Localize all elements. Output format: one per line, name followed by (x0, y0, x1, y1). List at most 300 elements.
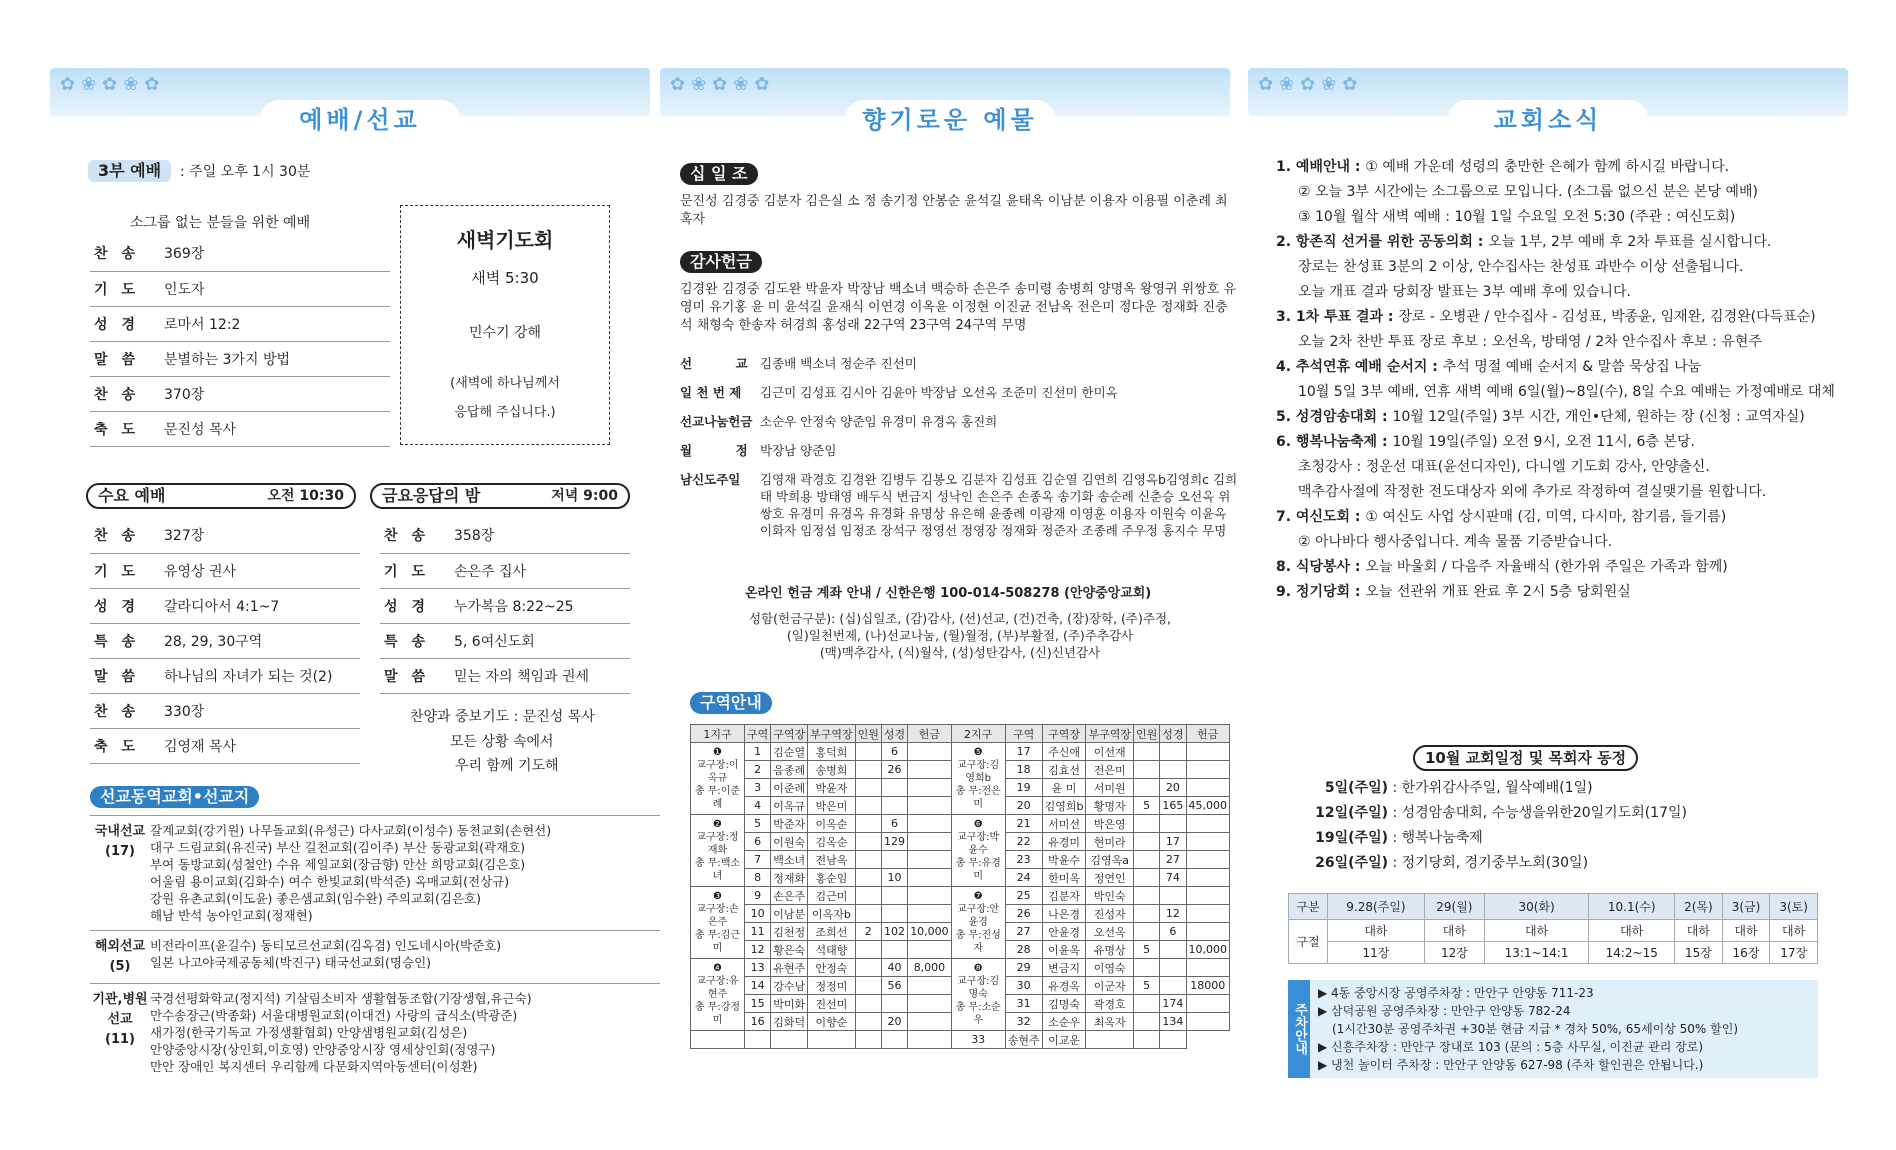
order-key: 특송 (380, 623, 450, 658)
order-key: 축도 (90, 411, 160, 446)
news-item (1276, 305, 1846, 330)
parking-list (1318, 984, 1738, 1074)
district-cell: 18000 (1186, 977, 1230, 995)
district-cell: 27 (1005, 923, 1042, 941)
news-text: ③ 10월 월삭 새벽 예배 : 10월 1일 수요일 오전 5:30 (주관 : 여신도회) (1298, 209, 1736, 225)
order-value: 369장 (160, 236, 390, 271)
district-cell (908, 887, 952, 905)
district-cell: 이향순 (808, 1013, 856, 1031)
news-text: ② 오늘 3부 시간에는 소그룹으로 모입니다. (소그룹 없으신 분은 본당 예배) (1298, 184, 1759, 200)
schedule-item (1308, 776, 1808, 801)
sunday-order-table (90, 236, 390, 447)
district-cell (855, 1031, 881, 1049)
worship-mission-column (50, 0, 650, 1150)
news-text: 맥추감사절에 작정한 전도대상자 외에 추가로 작정하여 결실맺기를 원합니다. (1298, 484, 1767, 500)
district-cell: 5 (744, 815, 770, 833)
schedule-title: 10월 교회일정 및 목회자 동정 (1413, 745, 1638, 771)
district-cell (908, 761, 952, 779)
district-cell (1160, 941, 1186, 959)
district-header: 부구역장 (808, 725, 856, 743)
district-cell (1186, 743, 1230, 761)
district-cell: 12 (1160, 905, 1186, 923)
district-group-cell (951, 887, 1005, 959)
district-cell: 안정숙 (808, 959, 856, 977)
district-group-line: 교구장:유현주 (696, 976, 739, 1000)
calendar-cell: 대하 (1675, 920, 1723, 942)
district-cell (908, 941, 952, 959)
district-cell: 14 (744, 977, 770, 995)
calendar-row (1289, 942, 1818, 964)
district-cell: 17 (1005, 743, 1042, 761)
district-cell (1160, 761, 1186, 779)
order-row (90, 623, 360, 658)
parking-item: ▶ 냉천 놀이터 주차장 : 만안구 안양동 627-98 (주차 할인권은 안됩니다.) (1318, 1058, 1704, 1072)
order-value: 믿는 자의 책임과 권세 (450, 658, 630, 693)
parking-item: ▶ 4동 중앙시장 공영주차장 : 만안구 안양동 711-23 (1318, 986, 1594, 1000)
district-cell: 김영옥a (1086, 851, 1134, 869)
dawn-prayer-box (400, 205, 610, 445)
offering-key: 선 교 (680, 356, 748, 371)
district-cell: 45,000 (1186, 797, 1230, 815)
schedule-item (1308, 851, 1808, 876)
order-row (90, 658, 360, 693)
tithe-label: 십 일 조 (680, 163, 758, 185)
district-cell: 40 (881, 959, 907, 977)
district-cell: 74 (1160, 869, 1186, 887)
order-row (380, 518, 630, 553)
dawn-title: 새벽기도회 (456, 228, 554, 252)
district-cell: 10 (744, 905, 770, 923)
district-cell: 16 (744, 1013, 770, 1031)
district-cell (744, 1031, 770, 1049)
dawn-note: 응답해 주십니다.) (454, 405, 556, 420)
district-cell (881, 797, 907, 815)
district-group-line: 총 무:김근미 (694, 930, 741, 954)
order-value: 로마서 12:2 (160, 306, 390, 341)
calendar-head: 3(토) (1770, 894, 1818, 920)
order-row (380, 553, 630, 588)
section-title: 향기로운 예물 (845, 100, 1055, 138)
district-cell: 56 (881, 977, 907, 995)
district-cell (855, 815, 881, 833)
schedule-item (1308, 826, 1808, 851)
news-item (1276, 255, 1846, 280)
district-cell: 조희선 (808, 923, 856, 941)
district-cell: 주신애 (1042, 743, 1086, 761)
district-group-cell (951, 743, 1005, 815)
district-cell: 박은미 (808, 797, 856, 815)
news-head: 9. 정기당회 : (1276, 584, 1366, 600)
offering-code-line: (일)일천번제, (나)선교나눔, (월)월정, (부)부활절, (주)주추감사 (786, 628, 1134, 643)
district-cell (771, 1031, 808, 1049)
district-cell: 이옥규 (771, 797, 808, 815)
order-row (380, 658, 630, 693)
calendar-head: 9.28(주일) (1327, 894, 1424, 920)
order-key: 찬송 (90, 376, 160, 411)
mission-line: 일본 나고야국제공동체(박진구) 태국선교회(명승인) (150, 955, 432, 970)
news-text: 오늘 1부, 2부 예배 후 2차 투표를 실시합니다. (1488, 234, 1772, 250)
district-cell (1133, 923, 1159, 941)
offering-code-line: (맥)맥추감사, (식)월삭, (성)성탄감사, (신)신년감사 (819, 645, 1101, 660)
district-cell: 6 (1160, 923, 1186, 941)
calendar-head: 구분 (1289, 894, 1328, 920)
district-cell: 129 (881, 833, 907, 851)
offering-row (680, 384, 1240, 401)
order-row (90, 518, 360, 553)
offering-key: 남신도주일 (680, 472, 741, 487)
district-cell: 22 (1005, 833, 1042, 851)
district-cell (1186, 851, 1230, 869)
district-cell: 박윤수 (1042, 851, 1086, 869)
offering-key: 선교나눔헌금 (680, 414, 753, 429)
district-cell: 8 (744, 869, 770, 887)
mission-line: 해남 반석 농아인교회(정재현) (150, 908, 313, 923)
mission-group-head (90, 937, 150, 977)
parking-item: ▶ 신흥주차장 : 만안구 장내로 103 (문의 : 5층 사무실, 이진균 관리 장로) (1318, 1040, 1704, 1054)
calendar-cell: 15장 (1675, 942, 1723, 964)
district-cell (908, 833, 952, 851)
calendar-cell: 구절 (1289, 920, 1328, 964)
district-cell (881, 851, 907, 869)
district-header: 헌금 (1186, 725, 1230, 743)
district-group-line: 총 무:백소녀 (694, 858, 741, 882)
district-cell: 서미선 (1042, 815, 1086, 833)
district-cell: 이옥순 (808, 815, 856, 833)
district-cell (1186, 887, 1230, 905)
district-cell (855, 761, 881, 779)
news-text: ① 여신도 사업 상시판매 (김, 미역, 다시마, 참기름, 들기름) (1365, 509, 1727, 525)
offering-row (680, 471, 1240, 539)
schedule-date: 5일(주일) (1324, 780, 1388, 796)
order-key: 찬송 (90, 236, 160, 271)
order-key: 성경 (90, 588, 160, 623)
order-value: 누가복음 8:22~25 (450, 588, 630, 623)
order-value: 인도자 (160, 271, 390, 306)
district-group-line: 총 무:진성자 (955, 930, 1001, 954)
fri-label-text: 금요응답의 밤 (382, 486, 481, 505)
district-cell: 6 (744, 833, 770, 851)
table-row (691, 959, 1230, 977)
schedule-text: 정기당회, 경기중부노회(30일) (1401, 855, 1589, 871)
district-cell: 10 (881, 869, 907, 887)
district-cell: 소순우 (1042, 1013, 1086, 1031)
district-group-line: 교구장:정재화 (696, 832, 739, 856)
district-cell (855, 833, 881, 851)
parking-item: (1시간30분 공영주차권 +30분 현금 지급 * 경차 50%, 65세이상 50% 할인) (1332, 1022, 1739, 1036)
district-cell (1186, 959, 1230, 977)
district-cell: 이남분 (771, 905, 808, 923)
news-item (1276, 580, 1846, 605)
district-cell: 윤 미 (1042, 779, 1086, 797)
district-cell: 이군자 (1086, 977, 1134, 995)
district-group-line: 교구장:이옥규 (696, 760, 739, 784)
district-group-cell (951, 815, 1005, 887)
district-cell (881, 779, 907, 797)
district-group-cell (691, 815, 745, 887)
district-cell: 11 (744, 923, 770, 941)
district-header: 부구역장 (1086, 725, 1134, 743)
district-header: 구역장 (771, 725, 808, 743)
order-key: 성경 (90, 306, 160, 341)
mission-group-head-line: 해외선교 (94, 939, 146, 954)
district-cell (1186, 995, 1230, 1013)
schedule-date: 19일(주일) (1315, 830, 1388, 846)
news-item (1276, 330, 1846, 355)
district-group-line: 총 무:유경미 (955, 858, 1001, 882)
order-row (90, 236, 390, 271)
news-item (1276, 555, 1846, 580)
district-cell: 4 (744, 797, 770, 815)
order-key: 기도 (90, 271, 160, 306)
district-cell: 26 (1005, 905, 1042, 923)
table-row (691, 1031, 1230, 1049)
order-key: 특송 (90, 623, 160, 658)
district-cell: 유경미 (1042, 833, 1086, 851)
schedule-sep: : (1388, 830, 1402, 846)
offering-row (680, 355, 1240, 372)
district-cell (1186, 815, 1230, 833)
table-row (691, 743, 1230, 761)
order-key: 기도 (90, 553, 160, 588)
mission-group-head-line: 국내선교 (94, 824, 146, 839)
calendar-cell: 대하 (1770, 920, 1818, 942)
order-value: 유영상 권사 (160, 553, 360, 588)
district-cell: 7 (744, 851, 770, 869)
district-cell: 김효선 (1042, 761, 1086, 779)
district-cell: 유현주 (771, 959, 808, 977)
order-value: 358장 (450, 518, 630, 553)
district-group-line: 교구장:김명숙 (957, 976, 1000, 1000)
district-group-line: 교구장:박윤수 (957, 832, 1000, 856)
district-cell: 174 (1160, 995, 1186, 1013)
district-group-line: ❽ (973, 963, 983, 974)
news-item (1276, 380, 1846, 405)
mission-line: 만안 장애인 복지센터 우리함께 다문화지역아동센터(이성환) (150, 1059, 478, 1074)
news-item (1276, 205, 1846, 230)
offering-key: 일 천 번 제 (680, 385, 742, 400)
news-text: ② 아나바다 행사중입니다. 계속 물품 기증받습니다. (1298, 534, 1613, 550)
district-cell: 20 (1005, 797, 1042, 815)
district-cell: 황은숙 (771, 941, 808, 959)
district-cell: 1 (744, 743, 770, 761)
district-cell: 17 (1160, 833, 1186, 851)
news-text: 장로 - 오병관 / 안수집사 - 김성표, 박종윤, 임재완, 김경완(다득표순) (1398, 309, 1816, 325)
order-value: 370장 (160, 376, 390, 411)
district-cell (881, 995, 907, 1013)
calendar-head: 29(월) (1424, 894, 1484, 920)
district-cell (881, 941, 907, 959)
district-cell: 곽경호 (1086, 995, 1134, 1013)
calendar-cell: 12장 (1424, 942, 1484, 964)
district-cell: 박윤자 (808, 779, 856, 797)
district-cell (855, 995, 881, 1013)
news-head: 6. 행복나눔축제 : (1276, 434, 1393, 450)
district-group-line: ❶ (713, 747, 722, 758)
offering-codes (680, 610, 1240, 661)
district-group-cell (908, 1031, 952, 1049)
district-group-line: 교구장:안윤경 (957, 904, 1000, 928)
order-value: 분별하는 3가지 방법 (160, 341, 390, 376)
district-cell (855, 977, 881, 995)
district-cell (908, 905, 952, 923)
order-row (380, 623, 630, 658)
district-cell: 홍순임 (808, 869, 856, 887)
district-cell: 오선옥 (1086, 923, 1134, 941)
offering-rows (680, 355, 1240, 551)
district-cell: 26 (881, 761, 907, 779)
news-text: 오늘 2차 찬반 투표 장로 후보 : 오선옥, 방태영 / 2차 안수집사 후보 : 유현주 (1298, 334, 1762, 350)
mission-group-head-line: 기관,병원 (92, 992, 148, 1007)
news-item (1276, 405, 1846, 430)
district-cell: 유명상 (1086, 941, 1134, 959)
district-cell (881, 887, 907, 905)
district-cell: 서미원 (1086, 779, 1134, 797)
offering-names: 소순우 안정숙 양준임 유경미 유경옥 홍진희 (760, 414, 998, 429)
order-row (90, 376, 390, 411)
news-head: 2. 항존직 선거를 위한 공동의회 : (1276, 234, 1489, 250)
district-group-cell (691, 959, 745, 1031)
calendar-cell: 17장 (1770, 942, 1818, 964)
fri-label (370, 483, 630, 509)
district-cell (1133, 887, 1159, 905)
district-label: 구역안내 (690, 692, 772, 714)
district-cell: 박은영 (1086, 815, 1134, 833)
mission-group-head-line: (17) (105, 844, 135, 859)
offering-key: 월 정 (680, 443, 748, 458)
district-cell: 31 (1005, 995, 1042, 1013)
news-head: 4. 추석연휴 예배 순서지 : (1276, 359, 1443, 375)
district-header: 성경 (881, 725, 907, 743)
mission-line: 국경선평화학교(정지석) 기살림소비자 생활협동조합(기장생협,유근숙) (150, 991, 532, 1006)
schedule-sep: : (1388, 855, 1402, 871)
district-cell: 102 (881, 923, 907, 941)
calendar-head: 2(목) (1675, 894, 1723, 920)
calendar-head: 30(화) (1484, 894, 1589, 920)
calendar-head-row (1289, 894, 1818, 920)
section-title: 예배/선교 (260, 100, 460, 138)
order-value: 갈라디아서 4:1~7 (160, 588, 360, 623)
district-header-row (691, 725, 1230, 743)
news-item (1276, 280, 1846, 305)
news-head: 1. 예배안내 : (1276, 159, 1366, 175)
order-value: 손은주 집사 (450, 553, 630, 588)
district-cell: 10,000 (908, 923, 952, 941)
district-cell: 김영희b (1042, 797, 1086, 815)
fri-lead: 모든 상황 속에서 (450, 734, 554, 750)
news-head: 3. 1차 투표 결과 : (1276, 309, 1399, 325)
order-key: 말씀 (380, 658, 450, 693)
district-cell: 25 (1005, 887, 1042, 905)
news-item (1276, 355, 1846, 380)
district-group-line: 총 무:전은미 (955, 786, 1001, 810)
order-value: 28, 29, 30구역 (160, 623, 360, 658)
district-cell (908, 779, 952, 797)
district-cell: 33 (951, 1031, 1005, 1049)
order-value: 문진성 목사 (160, 411, 390, 446)
district-cell (855, 1013, 881, 1031)
district-cell: 2 (744, 761, 770, 779)
district-group-cell (691, 743, 745, 815)
news-text: 10월 12일(주일) 3부 시간, 개인•단체, 원하는 장 (신청 : 교역자실) (1392, 409, 1805, 425)
order-value: 5, 6여신도회 (450, 623, 630, 658)
news-text: 10월 5일 3부 예배, 연휴 새벽 예배 6일(월)~8일(수), 8일 수요 예배는 가정예배로 대체 (1298, 384, 1835, 400)
wed-time: 오전 10:30 (267, 488, 344, 504)
district-cell: 3 (744, 779, 770, 797)
dawn-time: 새벽 5:30 (471, 269, 539, 287)
order-key: 말씀 (90, 658, 160, 693)
district-cell: 이준례 (771, 779, 808, 797)
news-text: 장로는 찬성표 3분의 2 이상, 안수집사는 찬성표 과반수 이상 선출됩니다. (1298, 259, 1744, 275)
district-cell: 김천정 (771, 923, 808, 941)
order-row (90, 693, 360, 728)
district-cell: 134 (1160, 1013, 1186, 1031)
district-cell (908, 815, 952, 833)
schedule-date: 12일(주일) (1315, 805, 1388, 821)
wed-label (86, 483, 356, 509)
district-cell: 전남옥 (808, 851, 856, 869)
district-group-cell (691, 887, 745, 959)
mission-group-head (90, 822, 150, 924)
mission-line: 비전라이프(윤길수) 동티모르선교회(김옥겸) 인도네시아(박준호) (150, 938, 502, 953)
district-cell: 음종례 (771, 761, 808, 779)
fri-time: 저녁 9:00 (551, 488, 618, 504)
district-group-line: ❺ (973, 747, 983, 758)
mission-group (90, 930, 660, 983)
district-cell: 송병희 (808, 761, 856, 779)
district-cell: 정정미 (808, 977, 856, 995)
district-cell: 진성자 (1086, 905, 1134, 923)
district-cell (1133, 959, 1159, 977)
offering-row (680, 413, 1240, 430)
district-cell: 이영숙 (1086, 959, 1134, 977)
district-cell: 유경옥 (1042, 977, 1086, 995)
sunday-time: : 주일 오후 1시 30분 (180, 164, 311, 180)
district-cell (1133, 905, 1159, 923)
district-group-line: ❼ (973, 891, 983, 902)
district-cell (855, 743, 881, 761)
calendar-head: 10.1(수) (1589, 894, 1675, 920)
mission-group-head-line: 선교 (107, 1012, 133, 1027)
order-key: 성경 (380, 588, 450, 623)
district-cell: 13 (744, 959, 770, 977)
news-list (1276, 155, 1846, 605)
mission-group-head-line: (5) (109, 959, 131, 974)
district-cell (908, 797, 952, 815)
news-text: 오늘 개표 결과 당회장 발표는 3부 예배 후에 있습니다. (1298, 284, 1631, 300)
district-header: 1지구 (691, 725, 745, 743)
district-cell: 김옥순 (808, 833, 856, 851)
calendar-cell: 14:2~15 (1589, 942, 1675, 964)
district-cell (1186, 869, 1230, 887)
reading-calendar (1288, 893, 1818, 964)
district-group-line: 총 무:강정미 (694, 1002, 741, 1026)
news-head: 5. 성경암송대회 : (1276, 409, 1393, 425)
district-header: 구역 (744, 725, 770, 743)
mission-list (90, 815, 660, 1081)
district-cell: 이교운 (1042, 1031, 1086, 1049)
news-head: 7. 여신도회 : (1276, 509, 1366, 525)
flower-icon: ✿❀✿❀✿ (670, 74, 776, 95)
district-cell (855, 869, 881, 887)
news-text: ① 예배 가운데 성령의 충만한 은혜가 함께 하시길 바랍니다. (1365, 159, 1730, 175)
news-text: 오늘 바울회 / 다음주 자율배식 (한가위 주일은 가족과 함께) (1365, 559, 1728, 575)
district-group-line: ❸ (713, 891, 722, 902)
district-cell (855, 851, 881, 869)
schedule-sep: : (1388, 805, 1402, 821)
news-item (1276, 230, 1846, 255)
district-cell: 변금지 (1042, 959, 1086, 977)
district-cell: 김근미 (808, 887, 856, 905)
